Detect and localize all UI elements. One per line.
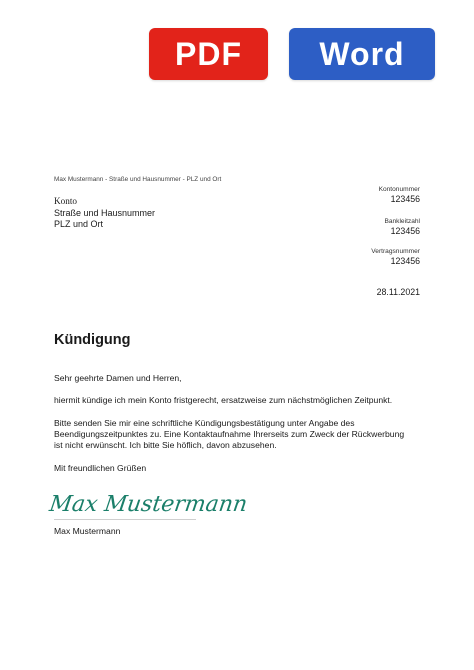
recipient-name: Konto <box>54 196 77 206</box>
svg-text:Max Mustermann: Max Mustermann <box>47 491 250 517</box>
account-number-label: Kontonummer <box>378 186 420 193</box>
letter-date: 28.11.2021 <box>376 287 420 297</box>
pdf-download-button[interactable]: PDF <box>149 28 268 80</box>
closing: Mit freundlichen Grüßen <box>54 463 147 473</box>
bank-code-value: 123456 <box>390 226 420 236</box>
contract-number-label: Vertragsnummer <box>371 248 420 255</box>
signer-name: Max Mustermann <box>54 526 121 536</box>
word-download-button[interactable]: Word <box>289 28 435 80</box>
letter-subject: Kündigung <box>54 332 131 348</box>
bank-code-label: Bankleitzahl <box>384 218 420 225</box>
account-number-value: 123456 <box>390 194 420 204</box>
recipient-street: Straße und Hausnummer <box>54 207 156 218</box>
recipient-address <box>54 196 155 231</box>
body-paragraph-1: hiermit kündige ich mein Konto fristgerecht, ersatzweise zum nächstmöglichen Zeitpunkt. <box>54 395 393 405</box>
sender-address-line: Max Mustermann - Straße und Hausnummer - PLZ und Ort <box>54 176 222 183</box>
body-paragraph-2: Bitte senden Sie mir eine schriftliche Kündigungsbestätigung unter Angabe des Beendigungszeitpunktes zu. Eine Kontaktaufnahme Ihrerseits zum Zweck der Rückwerbung ist nicht erwünscht. Ich bitte Sie höflich, davon abzusehen. <box>54 418 405 451</box>
reference-info-block <box>280 185 420 267</box>
contract-number-value: 123456 <box>390 256 420 266</box>
salutation: Sehr geehrte Damen und Herren, <box>54 373 182 383</box>
signature-line <box>54 519 196 520</box>
recipient-city: PLZ und Ort <box>54 219 104 229</box>
